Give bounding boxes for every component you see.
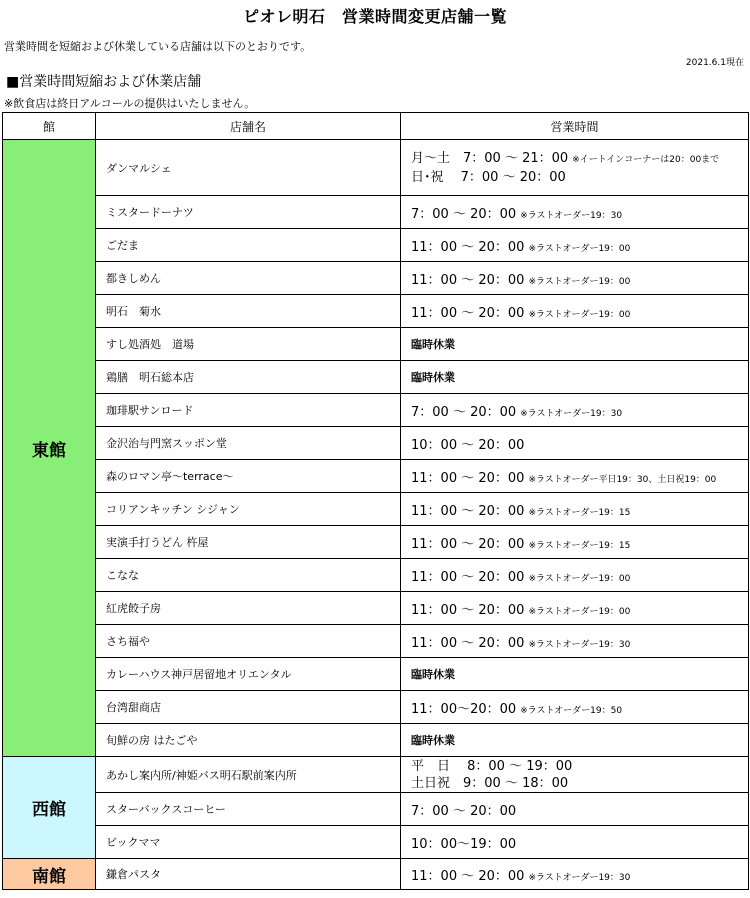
last-order-note: ※ラストオーダー19：00 (528, 309, 631, 320)
last-order-note: ※ラストオーダー19：50 (520, 705, 623, 716)
shop-name: 金沢治与門窯スッポン堂 (96, 427, 401, 460)
column-header-building: 館 (3, 113, 96, 140)
business-hours (401, 559, 749, 592)
table-row (3, 493, 749, 526)
last-order-note: ※ラストオーダー19：15 (528, 507, 631, 518)
table-row (3, 460, 749, 493)
hours-text: 平 日 8：00 ～ 19：00 (411, 758, 573, 774)
last-order-note: ※ラストオーダー19：00 (528, 243, 631, 254)
building-east: 東館 (3, 140, 96, 757)
hours-text: 11：00 ～ 20：00 (411, 272, 525, 288)
business-hours (401, 140, 749, 196)
hours-text: 11：00 ～ 20：00 (411, 602, 525, 618)
business-hours (401, 724, 749, 757)
hours-line (411, 804, 516, 819)
hours-text: 11：00～20：00 (411, 701, 517, 717)
business-hours (401, 793, 749, 826)
closed-label: 臨時休業 (411, 338, 455, 351)
shop-name: 都きしめん (96, 262, 401, 295)
hours-text: 11：00 ～ 20：00 (411, 569, 525, 585)
hours-line-2: 土日祝 9：00 ～ 18：00 (411, 775, 569, 791)
table-row (3, 295, 749, 328)
table-row (3, 262, 749, 295)
shop-name: 森のロマン亭～terrace～ (96, 460, 401, 493)
table-row (3, 757, 749, 793)
hours-line-2: 日･祝 7：00 ～ 20：00 (411, 169, 566, 185)
business-hours (401, 757, 749, 793)
hours-text: 7：00 ～ 20：00 (411, 206, 517, 222)
alcohol-note: ※飲食店は終日アルコールの提供はいたしません。 (4, 97, 256, 110)
hours-text: 11：00 ～ 20：00 (411, 239, 525, 255)
shop-name: ダンマルシェ (96, 140, 401, 196)
last-order-note: ※イートインコーナーは20：00まで (572, 154, 720, 165)
last-order-note: ※ラストオーダー19：30 (528, 639, 631, 650)
table-row (3, 559, 749, 592)
shop-name: ごだま (96, 229, 401, 262)
hours-text: 月～土 7：00 ～ 21：00 (411, 150, 569, 166)
business-hours (401, 625, 749, 658)
building-west: 西館 (3, 757, 96, 859)
table-row (3, 427, 749, 460)
business-hours (401, 826, 749, 859)
business-hours (401, 361, 749, 394)
business-hours (401, 658, 749, 691)
table-row (3, 328, 749, 361)
last-order-note: ※ラストオーダー19：00 (528, 276, 631, 287)
column-header-shop: 店舗名 (96, 113, 401, 140)
hours-line (411, 150, 748, 169)
hours-line (411, 603, 630, 618)
shop-name: 鎌倉パスタ (96, 859, 401, 890)
hours-text: 10：00～19：00 (411, 836, 517, 852)
business-hours (401, 460, 749, 493)
last-order-note: ※ラストオーダー19：30 (520, 210, 623, 221)
business-hours (401, 295, 749, 328)
table-header-row (3, 113, 749, 140)
closed-label: 臨時休業 (411, 734, 455, 747)
hours-line (411, 837, 516, 852)
hours-line (411, 306, 630, 321)
shop-name: コリアンキッチン シジャン (96, 493, 401, 526)
shop-name: こなな (96, 559, 401, 592)
shop-name: 珈琲駅サンロード (96, 394, 401, 427)
hours-text: 11：00 ～ 20：00 (411, 503, 525, 519)
hours-line (411, 240, 630, 255)
table-row (3, 140, 749, 196)
shop-name: さち福や (96, 625, 401, 658)
closed-label: 臨時休業 (411, 668, 455, 681)
table-row (3, 196, 749, 229)
shop-name: カレーハウス神戸居留地オリエンタル (96, 658, 401, 691)
table-row (3, 859, 749, 890)
shop-name: ミスタードーナツ (96, 196, 401, 229)
business-hours (401, 196, 749, 229)
table-row (3, 826, 749, 859)
table-row (3, 724, 749, 757)
building-south: 南館 (3, 859, 96, 890)
business-hours (401, 394, 749, 427)
last-order-note: ※ラストオーダー19：15 (528, 540, 631, 551)
shop-name: ビックママ (96, 826, 401, 859)
hours-line (411, 405, 622, 420)
hours-line (411, 504, 630, 519)
hours-line (411, 471, 716, 486)
hours-text: 7：00 ～ 20：00 (411, 404, 517, 420)
shop-name: 台湾甜商店 (96, 691, 401, 724)
hours-line (411, 758, 748, 775)
hours-text: 7：00 ～ 20：00 (411, 803, 517, 819)
last-order-note: ※ラストオーダー19：30 (528, 872, 631, 883)
business-hours (401, 592, 749, 625)
table-row (3, 394, 749, 427)
hours-text: 11：00 ～ 20：00 (411, 536, 525, 552)
hours-text: 11：00 ～ 20：00 (411, 305, 525, 321)
last-order-note: ※ラストオーダー19：00 (528, 573, 631, 584)
table-row (3, 625, 749, 658)
table-row (3, 658, 749, 691)
closed-label: 臨時休業 (411, 371, 455, 384)
hours-line (411, 207, 622, 222)
shop-name: スターバックスコーヒー (96, 793, 401, 826)
hours-line (411, 537, 630, 552)
hours-line (411, 570, 630, 585)
business-hours (401, 691, 749, 724)
hours-line (411, 702, 622, 717)
business-hours (401, 328, 749, 361)
shop-name: 紅虎餃子房 (96, 592, 401, 625)
last-order-note: ※ラストオーダー19：00 (528, 606, 631, 617)
as-of-date: 2021.6.1現在 (685, 58, 744, 68)
shop-name: あかし案内所/神姫バス明石駅前案内所 (96, 757, 401, 793)
table-row (3, 526, 749, 559)
hours-text: 11：00 ～ 20：00 (411, 868, 525, 884)
last-order-note: ※ラストオーダー19：30 (520, 408, 623, 419)
business-hours (401, 229, 749, 262)
business-hours (401, 859, 749, 890)
table-row (3, 361, 749, 394)
last-order-note: ※ラストオーダー平日19：30、土日祝19：00 (528, 474, 717, 485)
shop-name: すし処酒処 道場 (96, 328, 401, 361)
business-hours (401, 493, 749, 526)
intro-text: 営業時間を短縮および休業している店舗は以下のとおりです。 (4, 40, 312, 53)
shop-name: 明石 菊水 (96, 295, 401, 328)
business-hours (401, 427, 749, 460)
shop-name: 旬鮮の房 はたごや (96, 724, 401, 757)
business-hours (401, 526, 749, 559)
hours-text: 10：00 ～ 20：00 (411, 437, 525, 453)
table-row (3, 691, 749, 724)
table-row (3, 793, 749, 826)
hours-text: 11：00 ～ 20：00 (411, 470, 525, 486)
shop-name: 鶏膳 明石総本店 (96, 361, 401, 394)
hours-line (411, 273, 630, 288)
business-hours (401, 262, 749, 295)
hours-line (411, 438, 524, 453)
store-hours-table (2, 112, 749, 890)
hours-line (411, 869, 630, 884)
hours-text: 11：00 ～ 20：00 (411, 635, 525, 651)
section-heading: ■営業時間短縮および休業店舗 (6, 74, 202, 90)
hours-line (411, 636, 630, 651)
page-title: ピオレ明石 営業時間変更店舗一覧 (242, 7, 507, 26)
column-header-hours: 営業時間 (401, 113, 749, 140)
table-row (3, 592, 749, 625)
table-row (3, 229, 749, 262)
shop-name: 実演手打うどん 杵屋 (96, 526, 401, 559)
